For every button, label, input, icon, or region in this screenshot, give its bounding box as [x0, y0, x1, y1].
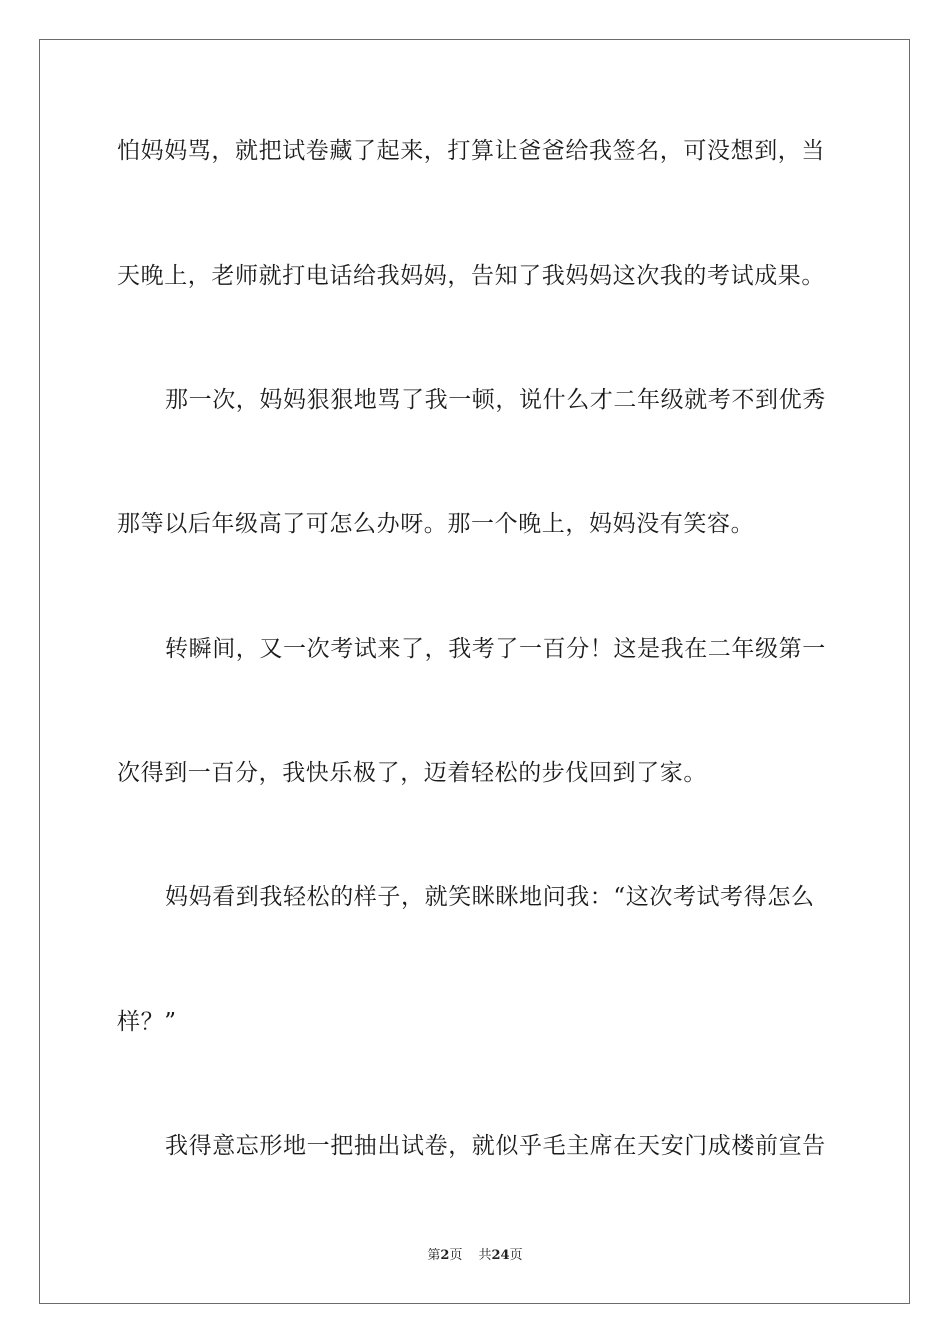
text-line-7: 妈妈看到我轻松的样子，就笑眯眯地问我：“这次考试考得怎么: [165, 884, 815, 910]
text-line-3: 那一次，妈妈狠狠地骂了我一顿，说什么才二年级就考不到优秀: [165, 387, 826, 413]
footer-page-number: 2: [440, 1248, 450, 1263]
text-line-8: 样？”: [117, 1009, 177, 1035]
text-line-1: 怕妈妈骂，就把试卷藏了起来，打算让爸爸给我签名，可没想到，当: [117, 138, 825, 164]
text-line-9: 我得意忘形地一把抽出试卷，就似乎毛主席在天安门成楼前宣告: [165, 1133, 826, 1159]
footer-total-suffix: 页: [509, 1248, 523, 1263]
footer-total-prefix: 共: [478, 1248, 492, 1263]
page-border: [39, 39, 910, 1304]
text-line-6: 次得到一百分，我快乐极了，迈着轻松的步伐回到了家。: [117, 760, 707, 786]
footer-total-pages: 24: [491, 1248, 510, 1263]
text-line-4: 那等以后年级高了可怎么办呀。那一个晚上，妈妈没有笑容。: [117, 511, 755, 537]
text-line-2: 天晚上，老师就打电话给我妈妈，告知了我妈妈这次我的考试成果。: [117, 263, 825, 289]
footer-page-suffix: 页: [449, 1248, 463, 1263]
text-line-5: 转瞬间，又一次考试来了，我考了一百分！这是我在二年级第一: [165, 636, 826, 662]
footer-page-prefix: 第: [427, 1248, 441, 1263]
page-footer: [0, 1247, 950, 1265]
